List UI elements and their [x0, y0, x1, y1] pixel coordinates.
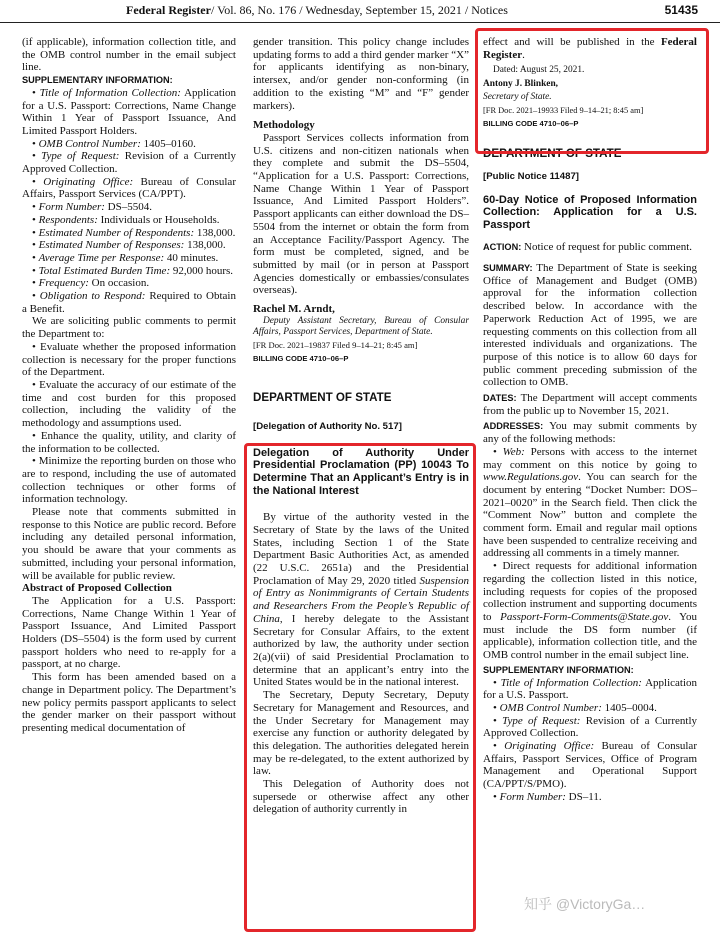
secretary-title: Secretary of State. — [483, 92, 552, 103]
info-item: • Title of Information Collection: Application for a U.S. Passport: Corrections, Name Change Within 1 Year of Passport Issuance, And Limited Passport Holders. — [22, 86, 237, 137]
bullet-item: • Minimize the reporting burden on those who are to respond, including the use of automated collection techniques or other forms of information technology. — [22, 455, 236, 506]
dated-line: Dated: August 25, 2021. — [493, 65, 585, 76]
delegation-paragraph-1: By virtue of the authority vested in the Secretary of State by the laws of the United States, including Section 1 of the State Department Basic Authorities Act, as amended (22 U.S.C. 2651a) and the Presidential Proclamation of May 29, 2020 titled Suspension of Entry as Nonimmigrants of Certain Students and Researchers From the People’s Republic of China, I hereby delegate to the Assistant Secretary for Consular Affairs, to the extent authorized by law, the authority under section 2(a)(vii) of said Presidential Proclamation to determine that an applicant’s entry into the United States would be in the national interest. — [253, 511, 469, 689]
col3-continuation: effect and will be published in the Federal Register. — [483, 36, 697, 61]
bullet-item: • Evaluate whether the proposed information collection is necessary for the proper functions of the Department. — [22, 340, 236, 379]
department-heading: DEPARTMENT OF STATE — [483, 147, 622, 161]
delegation-paragraph-3: This Delegation of Authority does not supersede or otherwise affect any other delegation of authority currently in — [253, 778, 469, 816]
info-item: • Estimated Number of Responses: 138,000. — [32, 239, 226, 252]
delegation-paragraph-2: The Secretary, Deputy Secretary, Deputy Secretary for Management and Resources, and the Under Secretary for Management may exercise any function or authority delegated by this delegation. The authorities delegated herein may be re-delegated, to the extent authorized by law. — [253, 689, 469, 778]
addresses-section: ADDRESSES: You may submit comments by any of the following methods: — [483, 420, 697, 446]
info-item: • Obligation to Respond: Required to Obtain a Benefit. — [22, 290, 236, 315]
fr-doc-line: [FR Doc. 2021–19933 Filed 9–14–21; 8:45 am] — [483, 106, 644, 116]
col2-continuation: gender transition. This policy change includes updating forms to add a third gender marker “X” for applicants identifying as non-binary, intersex, and/or gender non-conforming (in addition to the existing “M” and “F” gender markers). — [253, 36, 469, 112]
delegation-title: Delegation of Authority Under Presidential Proclamation (PP) 10043 To Determine That an Applicant’s Entry is in the National Interest — [253, 446, 469, 497]
billing-code: BILLING CODE 4710–06–P — [483, 119, 579, 129]
signer-title: Deputy Assistant Secretary, Bureau of Consular Affairs, Passport Services, Department of State. — [253, 315, 469, 337]
delegation-number: [Delegation of Authority No. 517] — [253, 421, 402, 433]
journal-name: Federal Register — [126, 3, 211, 17]
signer-name: Rachel M. Arndt, — [253, 303, 335, 316]
col1-supplementary-label: SUPPLEMENTARY INFORMATION: — [22, 75, 173, 86]
dates-section: DATES: The Department will accept comments from the public up to November 15, 2021. — [483, 392, 697, 417]
action-section: ACTION: Notice of request for public comment. — [483, 241, 693, 254]
info-item: • OMB Control Number: 1405–0160. — [32, 137, 196, 150]
column-3 — [483, 36, 697, 804]
department-heading: DEPARTMENT OF STATE — [253, 391, 392, 405]
methodology-paragraph: Passport Services collects information from U.S. citizens and non-citizen nationals when they complete and submit the DS–5504, “Application for a U.S. Passport: Corrections, Name Change Within 1 Year of Passport Issuance, And Limited Passport Holders”. Passport applicants can either download the DS–5504 from the internet or obtain the form from an Acceptance Facility/Passport Agency. The form must be completed, signed, and be submitted by mail (or in person at Passport Agencies domestically or embassies/consulates overseas). — [253, 131, 469, 297]
abstract-paragraph-1: The Application for a U.S. Passport: Corrections, Name Change Within 1 Year of Passport Issuance, And Limited Passport Holders (DS–5504) is the form used by current passport holders who need to re-apply for a passport, at no charge. — [22, 594, 236, 671]
column-2 — [253, 36, 469, 816]
info-item: • Form Number: DS–11. — [493, 790, 602, 803]
bullet-item: • Enhance the quality, utility, and clarity of the information to be collected. — [22, 429, 236, 455]
page-number: 51435 — [664, 3, 698, 17]
page-header — [0, 0, 720, 23]
issue-info: / Vol. 86, No. 176 / Wednesday, September 15, 2021 / Notices — [210, 3, 508, 17]
notice-title: 60-Day Notice of Proposed Information Collection: Application for a U.S. Passport — [483, 193, 697, 231]
info-item: • Form Number: DS–5504. — [32, 201, 152, 214]
col1-info-list — [22, 87, 236, 316]
fr-doc-line: [FR Doc. 2021–19837 Filed 9–14–21; 8:45 am] — [253, 339, 418, 350]
email-link[interactable]: Passport-Form-Comments@State.gov — [500, 610, 669, 623]
col1-note: Please note that comments submitted in response to this Notice are public record. Before including any detailed personal information, you should be aware that your comments as submitted, including your personal information, will be available for public review. — [22, 506, 236, 582]
col1-soliciting: We are soliciting public comments to permit the Department to: — [22, 315, 236, 341]
info-item: • Type of Request: Revision of a Currently Approved Collection. — [22, 150, 236, 176]
bullet-item: • Evaluate the accuracy of our estimate of the time and cost burden for this proposed collection, including the validity of the methodology and assumptions used. — [22, 378, 236, 430]
col3-supplementary-label: SUPPLEMENTARY INFORMATION: — [483, 664, 634, 675]
public-notice-number: [Public Notice 11487] — [483, 170, 579, 182]
direct-requests: • Direct requests for additional information regarding the collection listed in this notice, including requests for copies of the proposed collection instrument and supporting documents to Passport-Form-Comments@State.gov. You must include the DS form number (if applicable), information collection title, and the OMB control number in the email subject line. — [483, 560, 698, 662]
column-1 — [22, 36, 236, 735]
watermark: 知乎 @VictoryGa… — [524, 896, 646, 912]
info-item: • OMB Control Number: 1405–0004. — [493, 701, 657, 714]
info-item: • Type of Request: Revision of a Currently Approved Collection. — [483, 714, 697, 740]
regulations-link[interactable]: www.Regulations.gov — [483, 471, 579, 484]
abstract-paragraph-2: This form has been amended based on a change in Department policy. The Department’s new policy permits passport applicants to select the gender marker on their passport without presenting medical documentation of — [22, 671, 236, 734]
info-item: • Respondents: Individuals or Households. — [32, 213, 220, 226]
col1-intro: (if applicable), information collection title, and the OMB control number in the email subject line. — [22, 36, 236, 74]
header-title — [126, 3, 508, 18]
info-item: • Originating Office: Bureau of Consular Affairs, Passport Services (CA/PPT). — [22, 175, 236, 201]
info-item: • Frequency: On occasion. — [32, 277, 150, 290]
info-item: • Average Time per Response: 40 minutes. — [32, 251, 219, 264]
info-item: • Originating Office: Bureau of Consular Affairs, Passport Services, Office of Program Management and Operational Support (CA/PPT/S/PMO). — [483, 740, 697, 791]
methodology-heading: Methodology — [253, 119, 315, 132]
web-method: • Web: Persons with access to the internet may comment on this notice by going to www.Regulations.gov. You can search for the document by entering “Docket Number: DOS–2021–0020” in the Search field. Then click the “Comment Now” button and complete the comment form. Email and regular mail options have been suspended to centralize receiving and addressing all comments in a timely manner. — [483, 445, 697, 560]
info-item: • Total Estimated Burden Time: 92,000 hours. — [32, 264, 234, 277]
summary-section: SUMMARY: The Department of State is seeking Office of Management and Budget (OMB) approval for the information collection described below. In accordance with the Paperwork Reduction Act of 1995, we are requesting comments on this collection from all interested individuals and organizations. The purpose of this notice is to allow 60 days for public comment preceding submission of the collection to OMB. — [483, 262, 697, 389]
abstract-heading: Abstract of Proposed Collection — [22, 582, 172, 595]
info-item: • Estimated Number of Respondents: 138,000. — [32, 226, 236, 239]
secretary-name: Antony J. Blinken, — [483, 79, 559, 90]
info-item: • Title of Information Collection: Application for a U.S. Passport. — [483, 676, 698, 702]
billing-code: BILLING CODE 4710–06–P — [253, 353, 349, 363]
